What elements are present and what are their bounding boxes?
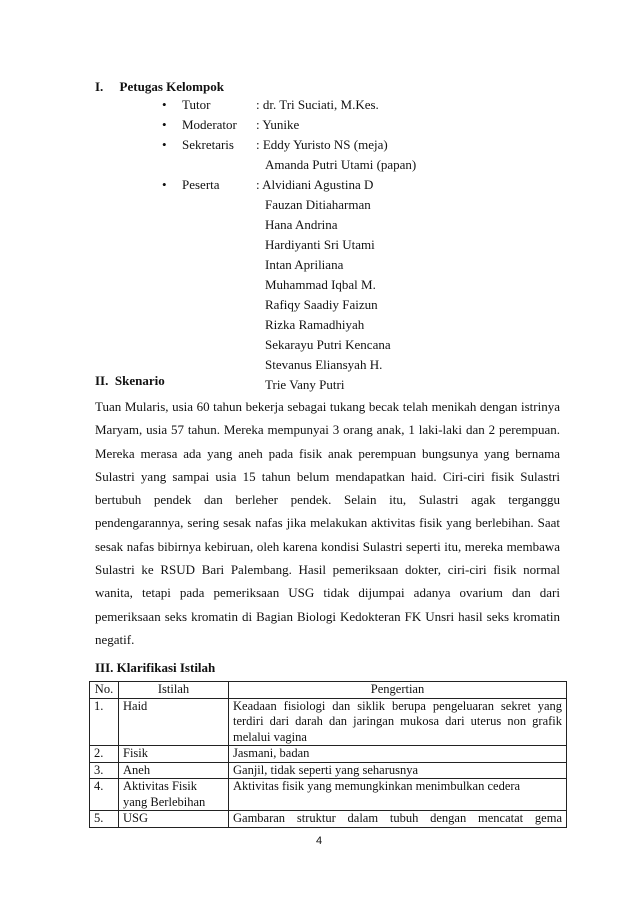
cell-no: 3. [90,762,119,779]
scenario-line: Mereka merasa ada yang aneh pada fisik anak perempuan bungsunya yang bernama [95,445,560,461]
peserta-name: Intan Apriliana [265,257,344,272]
scenario-line: negatif. [95,631,135,647]
section-2-title: II. Skenario [95,373,165,388]
klarifikasi-table [89,681,567,828]
cell-istilah: Aktivitas Fisik yang Berlebihan [119,779,229,811]
cell-no: 1. [90,698,119,746]
sekretaris-extra: Amanda Putri Utami (papan) [265,157,417,172]
peserta-name: Rafiqy Saadiy Faizun [265,297,378,312]
bullet-icon: • [162,97,167,112]
section-3-title: III. Klarifikasi Istilah [95,660,216,675]
cell-pengertian: Gambaran struktur dalam tubuh dengan mencatat gema [229,811,567,828]
header-pengertian: Pengertian [229,682,567,699]
section-1-title: I. Petugas Kelompok [95,79,224,94]
cell-pengertian: Keadaan fisiologi dan siklik berupa pengeluaran sekret yang terdiri dari darah dan jaringan mukosa dari uterus non grafik melalui vagina [229,698,567,746]
peserta-name: Muhammad Iqbal M. [265,277,376,292]
scenario-line: Sulastri ke RSUD Bari Palembang. Hasil pemeriksaan dokter, ciri-ciri fisik normal [95,562,560,578]
role-label-sekretaris: Sekretaris [182,137,234,152]
bullet-icon: • [162,117,167,132]
bullet-icon: • [162,137,167,152]
peserta-name: Trie Vany Putri [265,377,345,392]
role-value-moderator: : Yunike [256,117,300,132]
peserta-name: Hardiyanti Sri Utami [265,237,375,252]
scenario-line: Maryam, usia 57 tahun. Mereka mempunyai 3 orang anak, 1 laki-laki dan 2 perempuan. [95,422,560,438]
cell-pengertian: Jasmani, badan [229,746,567,763]
cell-istilah: Fisik [119,746,229,763]
cell-pengertian: Ganjil, tidak seperti yang seharusnya [229,762,567,779]
role-label-peserta: Peserta [182,177,220,192]
scenario-line: bertubuh pendek dan berleher pendek. Selain itu, Sulastri agak terganggu [95,492,560,508]
peserta-name: Fauzan Ditiaharman [265,197,371,212]
table-row [90,698,567,746]
scenario-line: sesak nafas bibirnya kebiruan, oleh karena kondisi Sulastri seperti itu, mereka membawa [95,538,560,554]
scenario-line: pendengarannya, sering sesak nafas jika melakukan aktivitas fisik yang berlebihan. Saat [95,515,560,531]
cell-istilah: Haid [119,698,229,746]
role-label-moderator: Moderator [182,117,237,132]
page-number: 4 [315,835,323,847]
peserta-name: Sekarayu Putri Kencana [265,337,391,352]
scenario-line: Tuan Mularis, usia 60 tahun bekerja sebagai tukang becak telah menikah dengan istrinya [95,399,560,414]
role-value-peserta: : Alvidiani Agustina D [256,177,374,192]
cell-no: 2. [90,746,119,763]
header-no: No. [90,682,119,699]
table-header-row [90,682,567,699]
cell-istilah: Aneh [119,762,229,779]
table-row [90,762,567,779]
table-row [90,811,567,828]
peserta-name: Rizka Ramadhiyah [265,317,365,332]
scenario-line: pemeriksaan seks kromatin di Bagian Biologi Kedokteran FK Unsri hasil seks kromatin [95,608,560,624]
role-value-sekretaris: : Eddy Yuristo NS (meja) [256,137,388,152]
header-istilah: Istilah [119,682,229,699]
role-value-tutor: : dr. Tri Suciati, M.Kes. [256,97,379,112]
role-label-tutor: Tutor [182,97,211,112]
cell-pengertian: Aktivitas fisik yang memungkinkan menimbulkan cedera [229,779,567,811]
scenario-line: Sulastri yang sampai usia 15 tahun belum mendapatkan haid. Ciri-ciri fisik Sulastri [95,468,560,484]
cell-no: 4. [90,779,119,811]
scenario-line: wanita, tetapi pada pemeriksaan USG tidak dijumpai adanya ovarium dan dari [95,585,560,601]
cell-no: 5. [90,811,119,828]
peserta-name: Stevanus Eliansyah H. [265,357,383,372]
scenario-paragraph [95,395,560,651]
table-row [90,779,567,811]
cell-istilah: USG [119,811,229,828]
peserta-name: Hana Andrina [265,217,338,232]
table-row [90,746,567,763]
bullet-icon: • [162,177,167,192]
